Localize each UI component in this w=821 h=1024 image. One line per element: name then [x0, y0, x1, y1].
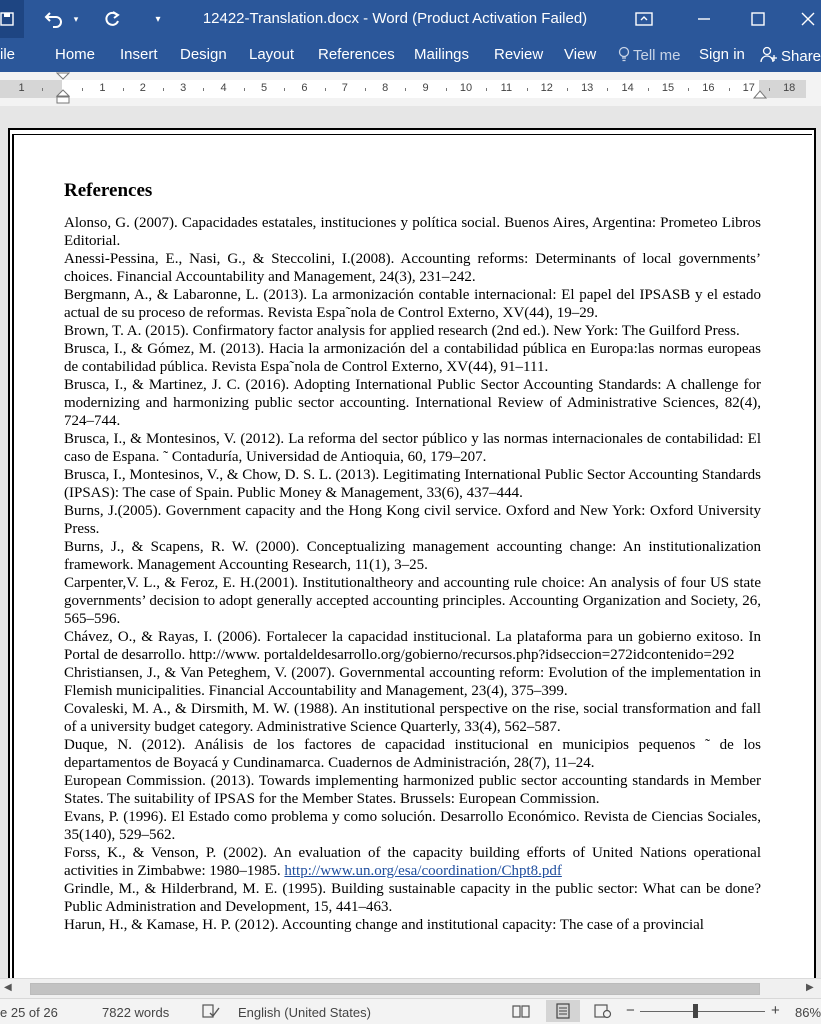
tab-view[interactable]: View [564, 46, 597, 63]
ruler-left-margin [0, 80, 62, 98]
word-count[interactable]: 7822 words [102, 1005, 170, 1020]
status-bar [0, 998, 821, 1024]
reference-text: Brusca, I., Montesinos, V., & Chow, D. S. L. (2013). Legitimating International Public Sector Accounting Standards (IPSAS): The case of Spain. Public Money & Management, 33(6), 437–444. [64, 467, 761, 501]
reference-text: Alonso, G. (2007). Capacidades estatales, instituciones y política social. Buenos Aires, Argentina: Prometeo Libros Editorial. [64, 215, 761, 249]
ruler-number: 4 [220, 82, 227, 94]
tab-insert[interactable]: Insert [120, 46, 158, 63]
reference-entry[interactable] [64, 430, 761, 466]
zoom-in-button[interactable]: + [771, 1002, 780, 1019]
reference-text: Covaleski, M. A., & Dirsmith, M. W. (1988). An institutional perspective on the rise, social transformation and fall of a university budget category. Administrative Science Quarterly, 33(4), 562–587. [64, 701, 761, 735]
zoom-level[interactable]: 86% [795, 1005, 821, 1020]
reference-text: Anessi-Pessina, E., Nasi, G., & Steccolini, I.(2008). Accounting reforms: Determinants of local governments’ choices. Financial Accountability and Management, 24(3), 231–242. [64, 251, 761, 285]
ruler-number: 7 [341, 82, 348, 94]
person-icon [760, 46, 778, 68]
reference-text: Christiansen, J., & Van Peteghem, V. (2007). Governmental accounting reform: Evolution of the implementation in Flemish municipalities. Financial Accountability and Management, 23(4), 375–399. [64, 665, 761, 699]
page-content[interactable] [64, 180, 761, 934]
ruler-tick [648, 88, 649, 91]
ribbon-display-options-icon[interactable] [624, 0, 664, 38]
tab-references[interactable]: References [318, 46, 395, 63]
ruler-tick [365, 88, 366, 91]
undo-dropdown-icon[interactable]: ▾ [73, 13, 79, 24]
ruler-number: 14 [621, 82, 634, 94]
read-mode-icon[interactable] [512, 1003, 530, 1022]
reference-text: Burns, J., & Scapens, R. W. (2000). Conceptualizing management accounting change: An institutionalization framework. Management Accounting Research, 11(1), 3–25. [64, 539, 761, 573]
language[interactable]: English (United States) [238, 1005, 371, 1020]
sign-in-link[interactable]: Sign in [699, 46, 745, 63]
reference-link[interactable]: http://www.un.org/esa/coordination/Chpt8.pdf [284, 863, 562, 879]
reference-text: Grindle, M., & Hilderbrand, M. E. (1995). Building sustainable capacity in the public sector: What can be done? Public Administration and Development, 15, 441–463. [64, 881, 761, 915]
reference-text: Evans, P. (1996). El Estado como problema y como solución. Desarrollo Económico. Revista de Ciencias Sociales, 35(140), 529–562. [64, 809, 761, 843]
tab-review[interactable]: Review [494, 46, 544, 63]
ruler-tick [729, 88, 730, 91]
zoom-slider-thumb[interactable] [693, 1004, 698, 1018]
reference-entry[interactable] [64, 502, 761, 538]
ruler-tick [42, 88, 43, 91]
ruler-tick [163, 88, 164, 91]
web-layout-icon[interactable] [594, 1003, 612, 1022]
tell-me-label: Tell me [633, 47, 681, 64]
ruler-tick [123, 88, 124, 91]
reference-text: Brusca, I., & Gómez, M. (2013). Hacia la armonización del a contabilidad pública en Europa:las normas europeas de contabilidad pública. Revista Espa˜nola de Control Externo, XV(44), 91–111. [64, 341, 761, 375]
tab-layout[interactable]: Layout [249, 46, 295, 63]
reference-entry[interactable] [64, 322, 761, 340]
ruler-number: 15 [661, 82, 675, 94]
window-title: 12422-Translation.docx - Word (Product Activation Failed) [202, 10, 588, 27]
tab-home[interactable]: Home [55, 46, 96, 63]
close-icon[interactable] [794, 0, 821, 38]
reference-entry[interactable] [64, 340, 761, 376]
ruler-number: 13 [581, 82, 594, 94]
ruler-number: 17 [742, 82, 755, 94]
ruler-number: 3 [180, 82, 187, 94]
reference-entry[interactable] [64, 916, 761, 934]
ruler-number: 9 [422, 82, 429, 94]
ruler-number: 11 [500, 82, 513, 94]
ruler-number: 18 [783, 82, 796, 94]
reference-text: Duque, N. (2012). Análisis de los factores de capacidad institucional en municipios pequenos ˜ de los departamentos de Boyacá y Cundinamarca. Cuadernos de Administración, 28(7), 11–24. [64, 737, 761, 771]
tell-me-box[interactable] [618, 46, 681, 66]
ruler-number: 10 [459, 82, 473, 94]
reference-entry[interactable] [64, 286, 761, 322]
reference-text: Forss, K., & Venson, P. (2002). An evaluation of the capacity building efforts of United Nations operational activities in Zimbabwe: 1980–1985. [64, 845, 761, 879]
reference-entry[interactable] [64, 664, 761, 700]
ruler-number: 2 [139, 82, 146, 94]
customize-qat-icon[interactable]: ▾ [155, 13, 161, 25]
minimize-icon[interactable] [684, 0, 724, 38]
ruler-tick [567, 88, 568, 91]
ruler-tick [446, 88, 447, 91]
zoom-out-button[interactable]: − [626, 1002, 635, 1019]
reference-text: Brown, T. A. (2015). Confirmatory factor analysis for applied research (2nd ed.). New York: The Guilford Press. [64, 323, 740, 339]
document-page[interactable] [8, 128, 816, 978]
indent-markers-icon[interactable] [56, 72, 70, 106]
save-icon[interactable] [0, 0, 24, 38]
reference-entry[interactable] [64, 880, 761, 916]
ruler-area [0, 72, 821, 106]
reference-entry[interactable] [64, 736, 761, 772]
reference-text: Bergmann, A., & Labaronne, L. (2013). La armonización contable internacional: El papel del IPSASB y el estado actual de su proceso de reformas. Revista Espa˜nola de Control Externo, XV(44), 19–29. [64, 287, 761, 321]
reference-text: European Commission. (2013). Towards implementing harmonized public sector accounting standards in Member States. The suitability of IPSAS for the Member States. Brussels: European Commission. [64, 773, 761, 807]
reference-entry[interactable] [64, 808, 761, 844]
maximize-icon[interactable] [738, 0, 778, 38]
lightbulb-icon [618, 46, 630, 66]
ruler-tick [769, 88, 770, 91]
reference-text: Brusca, I., & Montesinos, V. (2012). La reforma del sector público y las normas internacionales de contabilidad: El caso de Espana. ˜ Contaduría, Universidad de Antioquia, 60, 179–207. [64, 431, 761, 465]
scroll-right-icon[interactable]: ▶ [806, 982, 814, 993]
reference-text: Brusca, I., & Martinez, J. C. (2016). Adopting International Public Sector Accounting Standards: A challenge for modernizing and harmonizing public sector accounting. International Review of Administrative Sciences, 82(4), 724–744. [64, 377, 761, 429]
reference-entry[interactable] [64, 700, 761, 736]
reference-entry[interactable] [64, 772, 761, 808]
ribbon-tabs [0, 38, 821, 72]
reference-entry[interactable] [64, 250, 761, 286]
ruler-tick [527, 88, 528, 91]
redo-icon[interactable] [92, 0, 132, 38]
scroll-left-icon[interactable]: ◀ [4, 982, 12, 993]
print-layout-icon[interactable] [546, 1000, 580, 1022]
tab-design[interactable]: Design [180, 46, 227, 63]
ruler-number: 6 [301, 82, 308, 94]
ruler-tick [284, 88, 285, 91]
reference-entry[interactable] [64, 538, 761, 574]
zoom-slider[interactable] [640, 1011, 765, 1012]
ruler-tick [607, 88, 608, 91]
ruler-tick [688, 88, 689, 91]
reference-text: Harun, H., & Kamase, H. P. (2012). Accounting change and institutional capacity: The case of a provincial [64, 917, 704, 933]
ruler-tick [244, 88, 245, 91]
reference-text: Chávez, O., & Rayas, I. (2006). Fortalecer la capacidad institucional. La plataforma para un gobierno exitoso. In Portal de desarrollo. http://www. portaldeldesarrollo.org/gobierno/recursos.php?idseccion=272idcontenido=292 [64, 629, 761, 663]
ruler-tick [405, 88, 406, 91]
horizontal-ruler[interactable] [0, 80, 806, 98]
ruler-tick [486, 88, 487, 91]
horizontal-scrollbar[interactable] [0, 978, 821, 998]
share-label: Share [781, 48, 821, 65]
ruler-number: 8 [382, 82, 389, 94]
ruler-tick [203, 88, 204, 91]
reference-entry[interactable] [64, 376, 761, 430]
tab-file[interactable]: ile [0, 46, 16, 63]
ruler-tick [325, 88, 326, 91]
reference-entry[interactable] [64, 628, 761, 664]
reference-entry[interactable] [64, 214, 761, 250]
scrollbar-thumb[interactable] [30, 983, 760, 995]
ruler-tick [82, 88, 83, 91]
reference-entry[interactable] [64, 574, 761, 628]
reference-text: Carpenter,V. L., & Feroz, E. H.(2001). Institutionaltheory and accounting rule choice: An analysis of four US state governments’ decision to adopt generally accepted accounting principles. Accounting Organization and Society, 26, 565–596. [64, 575, 761, 627]
reference-text: Burns, J.(2005). Government capacity and the Hong Kong civil service. Oxford and New York: Oxford University Press. [64, 503, 761, 537]
ruler-number: 1 [18, 82, 25, 94]
ruler-number: 1 [99, 82, 106, 94]
ruler-number: 5 [260, 82, 268, 94]
ruler-number: 16 [702, 82, 715, 94]
reference-entry[interactable] [64, 844, 761, 880]
ruler-number: 12 [540, 82, 553, 94]
reference-entry[interactable] [64, 466, 761, 502]
tab-mailings[interactable]: Mailings [414, 46, 470, 63]
proofing-icon[interactable] [202, 1003, 220, 1022]
references-list[interactable] [64, 214, 761, 934]
right-indent-icon[interactable] [753, 90, 767, 100]
title-bar [0, 0, 821, 38]
share-button[interactable] [760, 46, 821, 68]
document-area[interactable] [0, 106, 821, 978]
page-count[interactable]: e 25 of 26 [0, 1005, 58, 1020]
references-heading: References [64, 180, 153, 201]
